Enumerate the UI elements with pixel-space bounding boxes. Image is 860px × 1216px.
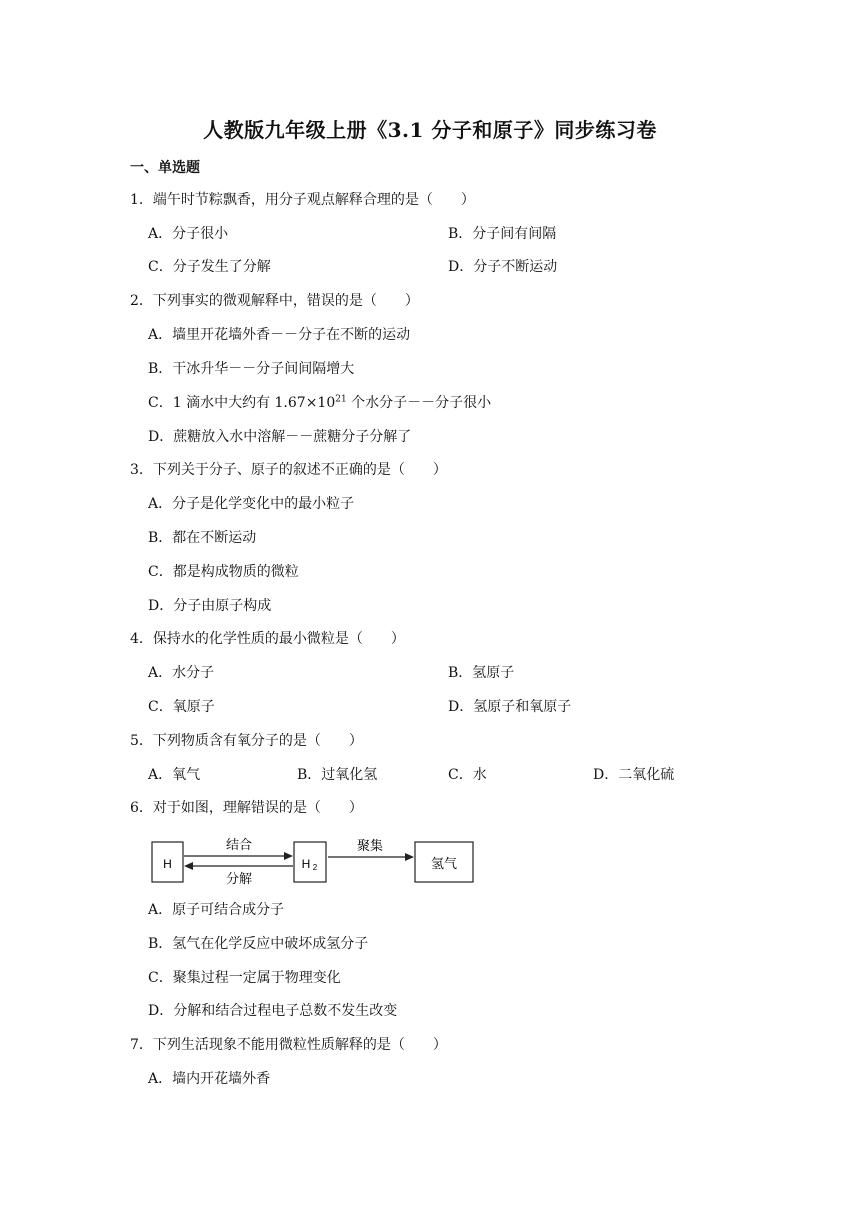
question-6-option-b: B．氢气在化学反应中破坏成氢分子 xyxy=(148,936,369,952)
question-3-option-d: D．分子由原子构成 xyxy=(148,598,272,614)
diagram-box-hydrogen-gas-label: 氢气 xyxy=(430,857,458,872)
question-1-stem: 1．端午时节粽飘香，用分子观点解释合理的是（ ） xyxy=(130,192,475,208)
page-title: 人教版九年级上册《3.1 分子和原子》同步练习卷 xyxy=(203,118,657,142)
question-2-option-c-text: C．1 滴水中大约有 1.67×10 xyxy=(148,395,336,411)
question-4-option-c: C．氧原子 xyxy=(148,699,215,715)
question-2-option-b: B．干冰升华－－分子间间隔增大 xyxy=(148,361,355,377)
question-7-stem: 7．下列生活现象不能用微粒性质解释的是（ ） xyxy=(130,1037,447,1053)
section-heading: 一、单选题 xyxy=(130,160,200,176)
diagram-box-h2-label: H xyxy=(301,857,311,871)
question-2-option-c-tail: 个水分子－－分子很小 xyxy=(346,395,492,411)
question-6-option-c: C．聚集过程一定属于物理变化 xyxy=(148,970,341,986)
question-1-option-c: C．分子发生了分解 xyxy=(148,259,271,275)
question-5-option-a: A．氧气 xyxy=(148,767,201,783)
question-2-option-c xyxy=(148,393,491,413)
gather-label: 聚集 xyxy=(356,839,384,854)
question-4-option-d: D．氢原子和氧原子 xyxy=(448,699,572,715)
question-1-option-a: A．分子很小 xyxy=(148,226,229,242)
question-3-option-b: B．都在不断运动 xyxy=(148,530,257,546)
question-6-stem: 6．对于如图，理解错误的是（ ） xyxy=(130,800,363,816)
question-3-option-c: C．都是构成物质的微粒 xyxy=(148,564,299,580)
decompose-label: 分解 xyxy=(225,872,253,886)
question-4-stem: 4．保持水的化学性质的最小微粒是（ ） xyxy=(130,631,405,647)
question-5-option-c: C．水 xyxy=(448,767,487,783)
diagram-box-h2-subscript: 2 xyxy=(312,863,318,872)
question-2-option-a: A．墙里开花墙外香－－分子在不断的运动 xyxy=(148,327,411,343)
question-6-option-a: A．原子可结合成分子 xyxy=(148,902,285,918)
question-1-option-b: B．分子间有间隔 xyxy=(448,226,557,242)
question-6-option-d: D．分解和结合过程电子总数不发生改变 xyxy=(148,1003,398,1019)
question-5-option-d: D．二氧化硫 xyxy=(593,767,675,783)
question-5-stem: 5．下列物质含有氧分子的是（ ） xyxy=(130,733,363,749)
question-1-option-d: D．分子不断运动 xyxy=(448,259,558,275)
question-5-option-b: B．过氧化氢 xyxy=(297,767,378,783)
question-3-stem: 3．下列关于分子、原子的叙述不正确的是（ ） xyxy=(130,462,447,478)
question-2-option-c-exponent: 21 xyxy=(335,394,347,405)
question-2-stem: 2．下列事实的微观解释中，错误的是（ ） xyxy=(130,293,419,309)
question-4-option-b: B．氢原子 xyxy=(448,665,515,681)
decompose-arrow-head xyxy=(184,862,193,870)
question-2-option-d: D．蔗糖放入水中溶解－－蔗糖分子分解了 xyxy=(148,429,412,445)
question-7-option-a: A．墙内开花墙外香 xyxy=(148,1071,271,1087)
combine-label: 结合 xyxy=(225,838,253,853)
question-3-option-a: A．分子是化学变化中的最小粒子 xyxy=(148,496,355,512)
question-4-option-a: A．水分子 xyxy=(148,665,215,681)
diagram-box-h-label: H xyxy=(163,857,172,871)
gather-arrow-head xyxy=(405,853,414,861)
combine-arrow-head xyxy=(284,852,293,860)
hydrogen-diagram xyxy=(148,830,478,886)
